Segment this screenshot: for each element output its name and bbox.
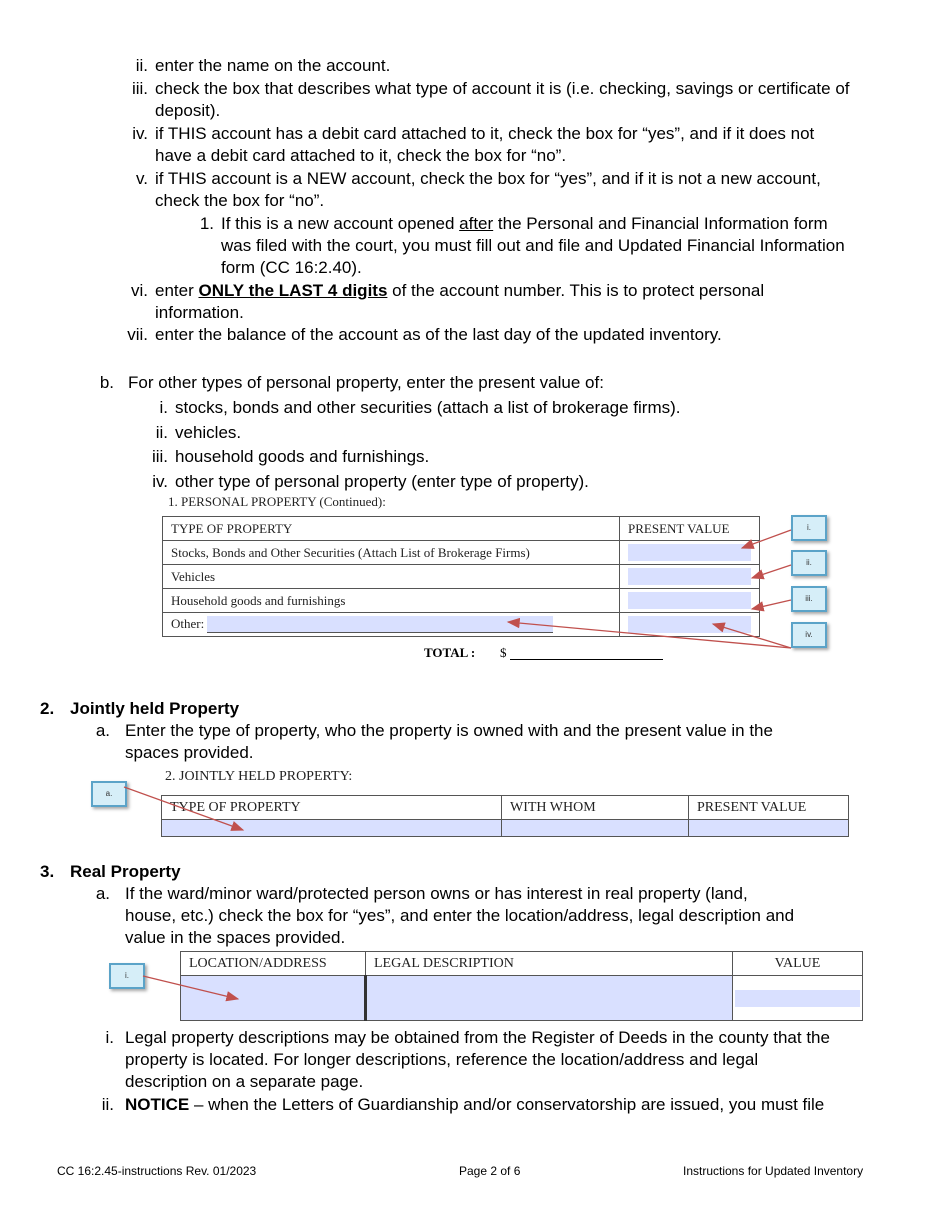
step-text-cont: check the box for “no”. bbox=[155, 191, 325, 210]
col-present-value-header: PRESENT VALUE bbox=[689, 796, 849, 820]
note-post: the Personal and Financial Information form bbox=[493, 214, 828, 233]
note-i-line-1: Legal property descriptions may be obtained from the Register of Deeds in the county that the bbox=[125, 1028, 830, 1047]
col-legal-header: LEGAL DESCRIPTION bbox=[366, 952, 733, 976]
callout-a: a. bbox=[91, 781, 127, 807]
note-number: i. bbox=[105, 1028, 114, 1047]
arrow-a bbox=[124, 787, 243, 830]
item-text-2: house, etc.) check the box for “yes”, and enter the location/address, legal description and bbox=[125, 906, 795, 925]
note-line-2: was filed with the court, you must fill out and file and Updated Financial Information bbox=[221, 236, 845, 255]
note-number: ii. bbox=[101, 1095, 114, 1114]
arrow-iii bbox=[752, 600, 791, 609]
step-text: enter the name on the account. bbox=[155, 56, 391, 75]
item-intro: For other types of personal property, enter the present value of: bbox=[128, 373, 604, 392]
step-text-cont: information. bbox=[155, 303, 244, 322]
step-post: of the account number. This is to protect personal bbox=[387, 281, 765, 300]
sub-text: household goods and furnishings. bbox=[175, 447, 430, 466]
arrow-i-real bbox=[143, 976, 238, 999]
step-text-cont: deposit). bbox=[155, 101, 221, 120]
notice-text: – when the Letters of Guardianship and/or conservatorship are issued, you must file bbox=[189, 1095, 825, 1114]
col-location-header: LOCATION/ADDRESS bbox=[181, 952, 366, 976]
footer-page-number: Page 2 of 6 bbox=[459, 1164, 521, 1178]
note-line-3: form (CC 16:2.40). bbox=[221, 258, 362, 277]
item-text-3: value in the spaces provided. bbox=[125, 928, 346, 947]
callout-iv: iv. bbox=[791, 622, 827, 648]
step-number: v. bbox=[136, 169, 148, 188]
step-emphasis: ONLY the LAST 4 digits bbox=[198, 281, 388, 300]
note-pre: If this is a new account opened bbox=[221, 214, 460, 233]
sub-number: iii. bbox=[151, 447, 168, 466]
section-number: 2. bbox=[40, 699, 55, 718]
section-title: Jointly held Property bbox=[70, 699, 240, 718]
callout-ii: ii. bbox=[791, 550, 827, 576]
total-currency: $ bbox=[500, 645, 507, 660]
step-text: enter the balance of the account as of the last day of the updated inventory. bbox=[155, 325, 722, 344]
item-text: Enter the type of property, who the property is owned with and the present value in the bbox=[125, 721, 773, 740]
note-i-line-3: description on a separate page. bbox=[125, 1072, 364, 1091]
sub-text: vehicles. bbox=[175, 423, 242, 442]
step-text: if THIS account has a debit card attached to it, check the box for “yes”, and if it does not bbox=[155, 124, 815, 143]
step-text-cont: have a debit card attached to it, check the box for “no”. bbox=[155, 146, 567, 165]
callout-i: i. bbox=[791, 515, 827, 541]
sub-number: i. bbox=[159, 398, 168, 417]
row-household-label: Household goods and furnishings bbox=[163, 589, 620, 613]
footer-doc-title: Instructions for Updated Inventory bbox=[683, 1164, 864, 1178]
step-pre: enter bbox=[155, 281, 199, 300]
arrow-i bbox=[742, 530, 791, 548]
item-letter: a. bbox=[95, 884, 110, 903]
note-underlined: after bbox=[459, 214, 494, 233]
step-number: iv. bbox=[132, 124, 148, 143]
step-text: check the box that describes what type of account it is (i.e. checking, savings or certificate of bbox=[155, 79, 850, 98]
item-letter: b. bbox=[99, 373, 114, 392]
step-number: iii. bbox=[131, 79, 148, 98]
row-vehicles-label: Vehicles bbox=[163, 565, 620, 589]
step-number: ii. bbox=[135, 56, 148, 75]
footer-form-id: CC 16:2.45-instructions Rev. 01/2023 bbox=[57, 1164, 257, 1178]
section-title: Real Property bbox=[70, 862, 181, 881]
sub-text: other type of personal property (enter type of property). bbox=[175, 472, 589, 491]
callout-i-real: i. bbox=[109, 963, 145, 989]
note-i-line-2: property is located. For longer descriptions, reference the location/address and legal bbox=[125, 1050, 759, 1069]
step-text: if THIS account is a NEW account, check the box for “yes”, and if it is not a new account, bbox=[155, 169, 821, 188]
col-with-whom-header: WITH WHOM bbox=[502, 796, 689, 820]
jointly-form-caption: 2. JOINTLY HELD PROPERTY: bbox=[165, 769, 353, 784]
total-label: TOTAL : bbox=[424, 645, 476, 660]
section-number: 3. bbox=[40, 862, 55, 881]
col-value-header: VALUE bbox=[733, 952, 863, 976]
notice-label: NOTICE bbox=[125, 1095, 190, 1114]
sub-number: ii. bbox=[155, 423, 168, 442]
personal-form-caption: 1. PERSONAL PROPERTY (Continued): bbox=[168, 494, 386, 509]
step-number: vii. bbox=[127, 325, 148, 344]
other-label: Other: bbox=[171, 615, 205, 631]
step-number: vi. bbox=[131, 281, 148, 300]
col-value-header: PRESENT VALUE bbox=[620, 517, 760, 541]
note-number: 1. bbox=[199, 214, 214, 233]
col-type-header: TYPE OF PROPERTY bbox=[163, 517, 620, 541]
item-text-1: If the ward/minor ward/protected person owns or has interest in real property (land, bbox=[125, 884, 748, 903]
col-type-header: TYPE OF PROPERTY bbox=[162, 796, 502, 820]
sub-text: stocks, bonds and other securities (attach a list of brokerage firms). bbox=[175, 398, 681, 417]
callout-iii: iii. bbox=[791, 586, 827, 612]
row-stocks-label: Stocks, Bonds and Other Securities (Attach List of Brokerage Firms) bbox=[163, 541, 620, 565]
arrow-ii bbox=[752, 565, 791, 578]
item-text-cont: spaces provided. bbox=[125, 743, 254, 762]
item-letter: a. bbox=[95, 721, 110, 740]
sub-number: iv. bbox=[152, 472, 168, 491]
